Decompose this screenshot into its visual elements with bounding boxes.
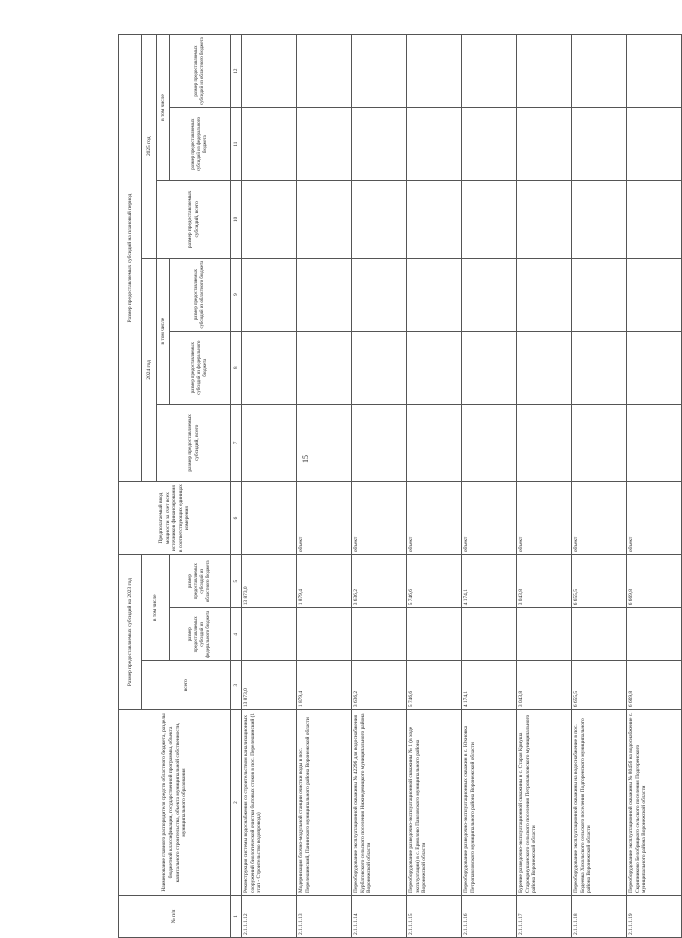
header-total: всего: [142, 661, 231, 710]
row-plan-empty: [352, 258, 407, 331]
row-plan-empty: [572, 331, 627, 404]
row-code: 2.1.1.1.14: [352, 895, 407, 937]
table-row: [352, 35, 407, 938]
col-number: 12: [231, 35, 242, 108]
row-reg: 6 655,5: [572, 555, 627, 608]
row-plan-empty: [407, 181, 462, 258]
row-plan-empty: [517, 108, 572, 181]
header-unit: Предполагаемый ввод мощности за счет всех источников финансирования в соответствующих единицах измерения: [119, 482, 231, 555]
table-row: [627, 35, 682, 938]
row-plan-empty: [297, 108, 352, 181]
row-plan-empty: [572, 181, 627, 258]
header-2025-total: размер предоставляемых субсидий, всего: [157, 181, 231, 258]
table-row: [462, 35, 517, 938]
row-plan-empty: [407, 258, 462, 331]
row-plan-empty: [572, 404, 627, 481]
row-code: 2.1.1.1.13: [297, 895, 352, 937]
row-total: 13 873,0: [242, 661, 297, 710]
row-name: Переоборудование эксплуатационной скважины № 80456 на водоснабжение с. Скрипниково Белобрицкого сельского поселения Подгоренского муниципального района Воронежской области: [627, 710, 682, 896]
row-plan-empty: [462, 108, 517, 181]
row-code: 2.1.1.1.16: [462, 895, 517, 937]
row-fed: [407, 608, 462, 661]
row-plan-empty: [517, 404, 572, 481]
row-name: Переоборудование разведочно-эксплуатационных скважин в с. Юхновка Петропавловского муниципального района Воронежской области: [462, 710, 517, 896]
row-reg: 6 669,8: [627, 555, 682, 608]
row-plan-empty: [352, 108, 407, 181]
col-number: 7: [231, 404, 242, 481]
row-plan-empty: [407, 404, 462, 481]
header-year-2025: 2025 год: [142, 35, 157, 259]
header-reg: размер предоставляемых субсидий из областного бюджета: [170, 555, 231, 608]
row-plan-empty: [462, 181, 517, 258]
row-plan-empty: [297, 404, 352, 481]
row-plan-empty: [242, 108, 297, 181]
row-unit: объект: [627, 482, 682, 555]
row-fed: [352, 608, 407, 661]
row-total: 5 746,6: [407, 661, 462, 710]
row-unit: объект: [407, 482, 462, 555]
row-plan-empty: [627, 404, 682, 481]
row-name: Бурение разведочно-эксплуатационной скважины в с. Старая Криуша Старокриушанского сельского поселения Петропавловского муниципального района Воронежской области: [517, 710, 572, 896]
row-fed: [462, 608, 517, 661]
header-fed: размер предоставляемых субсидий из федерального бюджета: [170, 608, 231, 661]
table-row: [297, 35, 352, 938]
col-number: 1: [231, 895, 242, 937]
row-plan-empty: [627, 331, 682, 404]
row-name: Переоборудование эксплуатационной скважины на водоснабжение в пос. Бодеевка Хохольского сельского поселения Подгоренского муниципального района Воронежской области: [572, 710, 627, 896]
row-unit: объект: [352, 482, 407, 555]
row-name: Реконструкция системы водоснабжения со строительством канализационных сооружений биологической очистки бытовых стоков в пос. Перелешинский (1 этап - Строительство водопровода): [242, 710, 297, 896]
header-2025-incl: в том числе: [157, 35, 170, 181]
row-plan-empty: [297, 331, 352, 404]
row-plan-empty: [572, 35, 627, 108]
row-reg: 4 174,1: [462, 555, 517, 608]
row-fed: [517, 608, 572, 661]
row-plan-empty: [297, 258, 352, 331]
row-plan-empty: [407, 35, 462, 108]
row-plan-empty: [242, 331, 297, 404]
row-unit: [242, 482, 297, 555]
subsidy-table: [118, 34, 682, 938]
col-number: 9: [231, 258, 242, 331]
row-fed: [297, 608, 352, 661]
col-number: 10: [231, 181, 242, 258]
col-number: 3: [231, 661, 242, 710]
rotated-table-sheet: [118, 34, 648, 938]
row-plan-empty: [297, 181, 352, 258]
table-body: [242, 35, 682, 938]
row-plan-empty: [462, 258, 517, 331]
row-plan-empty: [407, 331, 462, 404]
row-name: Переоборудование разведочно-эксплуатационной скважины № 1 (в ходе эксплуатации) в с. Ермолово Павловского муниципального района Воронежской области: [407, 710, 462, 896]
row-plan-empty: [462, 404, 517, 481]
row-plan-empty: [242, 258, 297, 331]
table-row: [517, 35, 572, 938]
row-plan-empty: [352, 404, 407, 481]
row-total: 6 669,8: [627, 661, 682, 710]
header-2024-incl: в том числе: [157, 258, 170, 404]
row-plan-empty: [517, 258, 572, 331]
row-code: 2.1.1.1.17: [517, 895, 572, 937]
row-plan-empty: [242, 404, 297, 481]
row-plan-empty: [242, 35, 297, 108]
col-number: 6: [231, 482, 242, 555]
row-total: 1 879,4: [297, 661, 352, 710]
row-plan-empty: [297, 35, 352, 108]
row-plan-empty: [517, 331, 572, 404]
row-reg: 5 746,6: [407, 555, 462, 608]
col-number: 11: [231, 108, 242, 181]
row-code: 2.1.1.1.15: [407, 895, 462, 937]
row-plan-empty: [352, 331, 407, 404]
row-total: 3 636,2: [352, 661, 407, 710]
row-name: Переоборудование эксплуатационной скважины № 42296 для водоснабжения Курбатовского сельского поселения Нижнедевицкого муниципального района Воронежской области: [352, 710, 407, 896]
header-plan-group: Размер предоставляемых субсидий на плановый период: [119, 35, 142, 482]
row-reg: 3 636,2: [352, 555, 407, 608]
table-row: [572, 35, 627, 938]
row-fed: [242, 608, 297, 661]
column-number-row: [231, 35, 242, 938]
row-reg: 3 043,8: [517, 555, 572, 608]
row-plan-empty: [407, 108, 462, 181]
col-number: 5: [231, 555, 242, 608]
row-plan-empty: [627, 258, 682, 331]
row-name: Модернизация блочно-модульной станции очистки воды в пос. Перелешинский, Панинского муниципального района Воронежской области: [297, 710, 352, 896]
header-name: Наименование главного распорядителя средств областного бюджета, разделы бюджетной классификации, государственной программы, объекта капитального строительства, объекта муниципальной собственности, муниципального образования: [119, 710, 231, 896]
header-2025-fed: размер предоставляемых субсидий из федерального бюджета: [170, 108, 231, 181]
row-total: 3 043,8: [517, 661, 572, 710]
header-2023-group: Размер предоставляемых субсидий на 2023 год: [119, 555, 142, 710]
table-row: [407, 35, 462, 938]
row-fed: [627, 608, 682, 661]
col-number: 2: [231, 710, 242, 896]
row-unit: объект: [297, 482, 352, 555]
row-reg: 1 879,4: [297, 555, 352, 608]
row-plan-empty: [627, 108, 682, 181]
row-code: 2.1.1.1.19: [627, 895, 682, 937]
row-unit: объект: [462, 482, 517, 555]
row-code: 2.1.1.1.18: [572, 895, 627, 937]
row-plan-empty: [242, 181, 297, 258]
header-2024-fed: размер предоставляемых субсидий из федерального бюджета: [170, 331, 231, 404]
header-2024-reg: размер предоставляемых субсидий из областного бюджета: [170, 258, 231, 331]
col-number: 4: [231, 608, 242, 661]
header-incl: в том числе: [142, 555, 170, 661]
header-year-2024: 2024 год: [142, 258, 157, 482]
page-number: 15: [301, 455, 310, 463]
row-unit: объект: [572, 482, 627, 555]
header-2024-total: размер предоставляемых субсидий, всего: [157, 404, 231, 481]
row-plan-empty: [462, 331, 517, 404]
row-plan-empty: [517, 181, 572, 258]
row-plan-empty: [627, 35, 682, 108]
row-fed: [572, 608, 627, 661]
row-plan-empty: [352, 35, 407, 108]
row-plan-empty: [462, 35, 517, 108]
col-number: 8: [231, 331, 242, 404]
row-code: 2.1.1.1.12: [242, 895, 297, 937]
row-plan-empty: [572, 258, 627, 331]
row-total: 6 655,5: [572, 661, 627, 710]
row-plan-empty: [352, 181, 407, 258]
row-total: 4 174,1: [462, 661, 517, 710]
row-plan-empty: [572, 108, 627, 181]
header-num: № п/п: [119, 895, 231, 937]
row-plan-empty: [627, 181, 682, 258]
row-unit: объект: [517, 482, 572, 555]
row-plan-empty: [517, 35, 572, 108]
header-2025-reg: размер предоставляемых субсидий из областного бюджета: [170, 35, 231, 108]
table-row: [242, 35, 297, 938]
row-reg: 13 873,0: [242, 555, 297, 608]
